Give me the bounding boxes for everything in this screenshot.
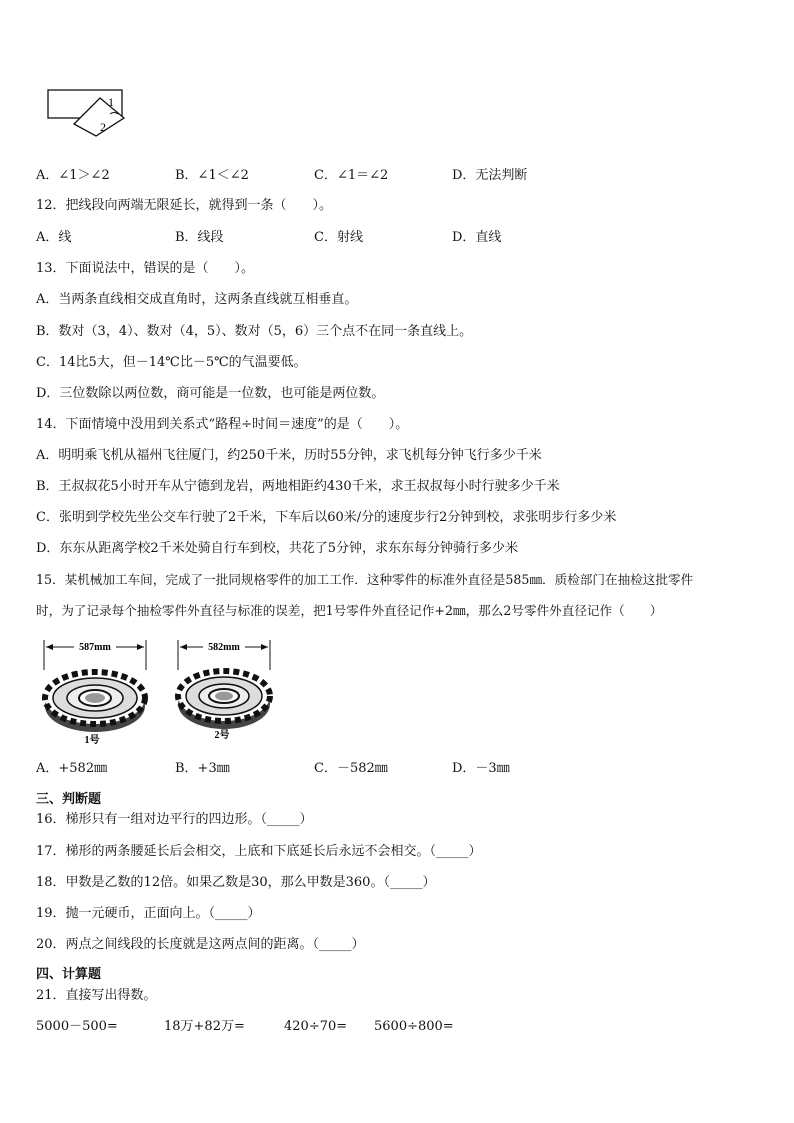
q15-option-a: A．+582㎜ xyxy=(36,761,108,776)
calc-1: 5000－500= xyxy=(36,1019,118,1034)
gear-2-size: 582mm xyxy=(208,642,240,653)
q12-option-a: A．线 xyxy=(36,230,72,245)
q11-option-c: C．∠1＝∠2 xyxy=(314,168,389,183)
q18: 18．甲数是乙数的12倍。如果乙数是30，那么甲数是360。（_____） xyxy=(36,875,436,890)
angle-figure xyxy=(40,84,130,140)
q13-option-a: A．当两条直线相交成直角时，这两条直线就互相垂直。 xyxy=(36,292,358,307)
q13-stem: 13．下面说法中，错误的是（ ）。 xyxy=(36,261,255,276)
gear-1-label: 1号 xyxy=(84,735,100,746)
calc-2: 18万+82万= xyxy=(164,1019,245,1034)
q17: 17．梯形的两条腰延长后会相交，上底和下底延长后永远不会相交。（_____） xyxy=(36,844,482,859)
q21-stem: 21．直接写出得数。 xyxy=(36,988,157,1003)
q13-option-b: B．数对（3，4）、数对（4，5）、数对（5，6）三个点不在同一条直线上。 xyxy=(36,324,473,339)
q15-stem-line1: 15．某机械加工车间，完成了一批同规格零件的加工工作．这种零件的标准外直径是585㎜．质检部门在抽检这批零件 xyxy=(36,572,694,587)
q16: 16．梯形只有一组对边平行的四边形。（_____） xyxy=(36,812,313,827)
q11-option-d: D．无法判断 xyxy=(452,168,528,183)
gear-1-size: 587mm xyxy=(79,642,111,653)
q14-option-a: A．明明乘飞机从福州飞往厦门，约250千米，历时55分钟，求飞机每分钟飞行多少千米 xyxy=(36,448,542,463)
q19: 19．抛一元硬币，正面向上。（_____） xyxy=(36,906,261,921)
section-3-title: 三、判断题 xyxy=(36,792,102,807)
q15-stem-line2: 时，为了记录每个抽检零件外直径与标准的误差，把1号零件外直径记作+2㎜，那么2号零件外直径记作（ ） xyxy=(36,603,663,618)
q15-option-c: C．－582㎜ xyxy=(314,761,388,776)
q15-option-d: D．－3㎜ xyxy=(452,761,510,776)
q20: 20．两点之间线段的长度就是这两点间的距离。（_____） xyxy=(36,937,365,952)
q14-option-d: D．东东从距离学校2千米处骑自行车到校，共花了5分钟，求东东每分钟骑行多少米 xyxy=(36,541,518,556)
q14-stem: 14．下面情境中没用到关系式“路程÷时间＝速度”的是（ ）。 xyxy=(36,417,409,432)
q12-stem: 12．把线段向两端无限延长，就得到一条（ ）。 xyxy=(36,198,333,213)
q13-option-c: C．14比5大，但－14℃比－5℃的气温要低。 xyxy=(36,355,307,370)
q11-option-a: A．∠1＞∠2 xyxy=(36,168,110,183)
q11-option-b: B．∠1＜∠2 xyxy=(175,168,249,183)
gear-1-figure xyxy=(36,634,156,746)
calc-3: 420÷70= xyxy=(284,1019,348,1034)
q14-option-b: B．王叔叔花5小时开车从宁德到龙岩，两地相距约430千米，求王叔叔每小时行驶多少千米 xyxy=(36,479,560,494)
section-4-title: 四、计算题 xyxy=(36,967,102,982)
gear-2-label: 2号 xyxy=(214,730,230,741)
q13-option-d: D．三位数除以两位数，商可能是一位数，也可能是两位数。 xyxy=(36,386,385,401)
gear-2-figure xyxy=(170,634,280,746)
q15-option-b: B．+3㎜ xyxy=(175,761,230,776)
angle-2-label: 2 xyxy=(100,120,106,134)
q12-option-b: B．线段 xyxy=(175,230,224,245)
q14-option-c: C．张明到学校先坐公交车行驶了2千米，下车后以60米/分的速度步行2分钟到校，求张明步行多少米 xyxy=(36,510,617,525)
q12-option-c: C．射线 xyxy=(314,230,363,245)
calc-4: 5600÷800= xyxy=(374,1019,454,1034)
angle-1-label: 1 xyxy=(108,95,114,109)
q12-option-d: D．直线 xyxy=(452,230,502,245)
